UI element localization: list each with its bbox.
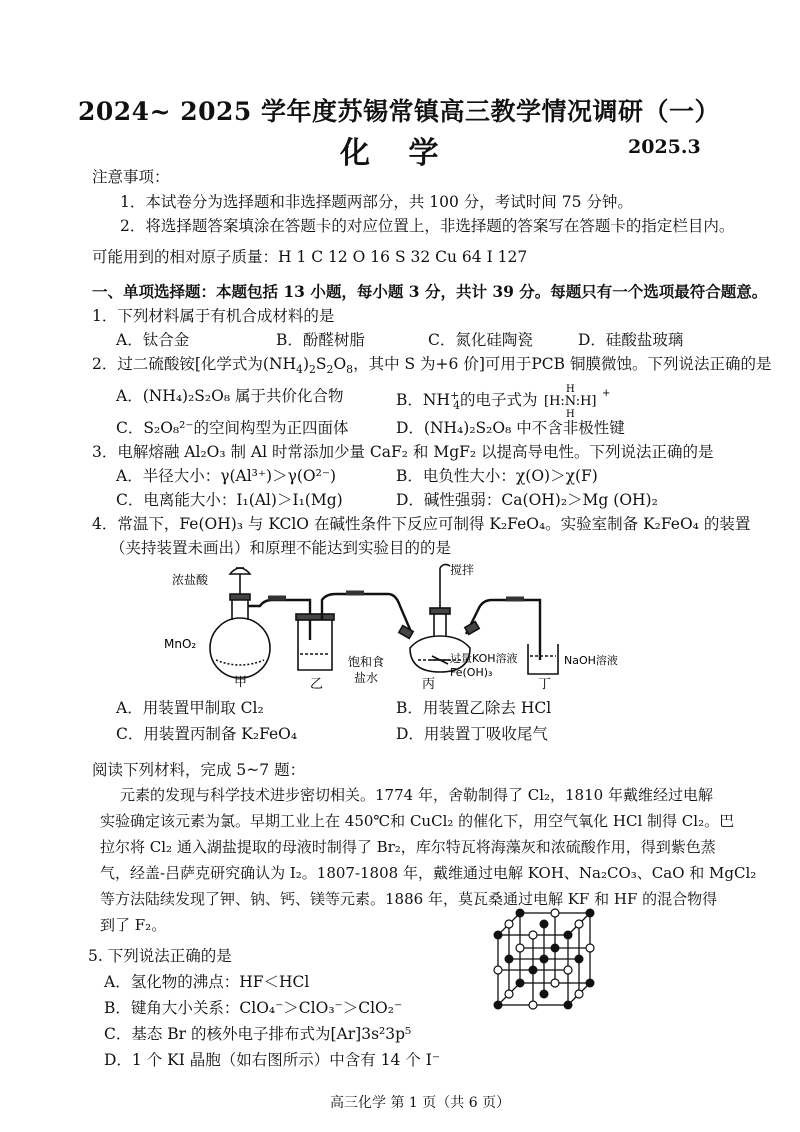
q3-option-c: C．电离能大小：I₁(Al)＞I₁(Mg) — [116, 491, 343, 509]
label-naoh: NaOH溶液 — [564, 654, 618, 667]
q4-option-b: B．用装置乙除去 HCl — [396, 699, 552, 717]
q5-stem: 5. 下列说法正确的是 — [88, 947, 232, 965]
label-bing: 丙 — [422, 677, 436, 690]
label-feoh: Fe(OH)₃ — [450, 666, 493, 679]
q2-option-b: B．$NH^+_4$的电子式为 [H:N:H] H H + — [396, 384, 611, 418]
label-brine-1: 饱和食 — [348, 655, 385, 669]
svg-text:H: H — [566, 384, 576, 395]
page-footer: 高三化学 第 1 页（共 6 页） — [330, 1095, 511, 1111]
q4-option-a: A．用装置甲制取 Cl₂ — [116, 699, 264, 717]
q1-option-a: A．钛合金 — [116, 331, 190, 349]
svg-text:+: + — [602, 388, 611, 399]
reading-line-1: 元素的发现与科学技术进步密切相关。1774 年，舍勒制得了 Cl₂，1810 年戴维经过电解 — [120, 786, 713, 804]
reading-line-3: 拉尔将 Cl₂ 通入湖盐提取的母液时制得了 Br₂，库尔特瓦将海藻灰和浓硫酸作用，得到紫色蒸 — [100, 838, 716, 856]
ammonium-electron-formula — [542, 384, 612, 418]
notice-item-2: 2．将选择题答案填涂在答题卡的对应位置上，非选择题的答案写在答题卡的指定栏目内。 — [120, 217, 735, 235]
label-hcl: 浓盐酸 — [172, 573, 209, 587]
reading-line-4: 气，经盖-吕萨克研究确认为 I₂。1807-1808 年，戴维通过电解 KOH、Na₂CO₃、CaO 和 MgCl₂ — [100, 864, 757, 882]
label-ding: 丁 — [538, 677, 552, 690]
flask-jia — [210, 618, 270, 678]
label-stir: 搅拌 — [450, 563, 475, 577]
section-1-heading: 一、单项选择题：本题包括 13 小题，每小题 3 分，共计 39 分。每题只有一个选项最符合题意。 — [92, 282, 768, 301]
svg-text:[H:N:H]: [H:N:H] — [544, 394, 597, 409]
notice-item-1: 1．本试卷分为选择题和非选择题两部分，共 100 分，考试时间 75 分钟。 — [120, 193, 633, 211]
q5-option-d: D．1 个 KI 晶胞（如右图所示）中含有 14 个 I⁻ — [104, 1051, 441, 1069]
q4-stem-line-1: 4．常温下，Fe(OH)₃ 与 KClO 在碱性条件下反应可制得 K₂FeO₄。实验室制备 K₂FeO₄ 的装置 — [92, 515, 751, 533]
q5-option-c: C．基态 Br 的核外电子排布式为[Ar]3s²3p⁵ — [104, 1025, 412, 1043]
q4-option-c: C．用装置丙制备 K₂FeO₄ — [116, 725, 298, 743]
label-mno2: MnO₂ — [164, 637, 197, 651]
atomic-masses: 可能用到的相对原子质量：H 1 C 12 O 16 S 32 Cu 64 I 127 — [92, 248, 528, 266]
q2-option-c: C．S₂O₈²⁻的空间构型为正四面体 — [116, 419, 349, 437]
q3-option-a: A．半径大小：γ(Al³⁺)＞γ(O²⁻) — [116, 467, 337, 485]
q3-option-b: B．电负性大小：χ(O)＞χ(F) — [396, 467, 598, 485]
q1-option-d: D．硅酸盐玻璃 — [578, 331, 684, 349]
svg-text:H: H — [566, 409, 576, 418]
reading-line-2: 实验确定该元素为氯。早期工业上在 450℃和 CuCl₂ 的催化下，用空气氧化 HCl 制得 Cl₂。巴 — [100, 812, 735, 830]
subject-title: 化 学 — [340, 136, 453, 171]
q4-option-d: D．用装置丁吸收尾气 — [396, 725, 548, 743]
label-brine-2: 盐水 — [354, 671, 379, 685]
ki-unit-cell-diagram — [488, 905, 598, 1015]
q2-stem: 2．过二硫酸铵[化学式为$(NH_4)_2S_2O_8$，其中 S 为+6 价]可用于PCB 铜膜微蚀。下列说法正确的是 — [92, 355, 772, 377]
label-jia: 甲 — [234, 675, 248, 690]
q2-option-d: D．(NH₄)₂S₂O₈ 中不含非极性键 — [396, 419, 625, 437]
label-yi: 乙 — [310, 677, 324, 690]
beaker-ding — [528, 644, 558, 674]
q1-stem: 1．下列材料属于有机合成材料的是 — [92, 307, 335, 325]
exam-title: 2024~ 2025 学年度苏锡常镇高三教学情况调研（一） — [78, 97, 721, 126]
reading-line-5: 等方法陆续发现了钾、钠、钙、镁等元素。1886 年，莫瓦桑通过电解 KF 和 HF 的混合物得 — [100, 890, 718, 908]
notice-heading: 注意事项： — [92, 168, 170, 186]
reading-intro: 阅读下列材料，完成 5~7 题： — [92, 761, 306, 779]
q1-option-b: B．酚醛树脂 — [276, 331, 365, 349]
q3-option-d: D．碱性强弱：Ca(OH)₂＞Mg (OH)₂ — [396, 491, 658, 509]
reading-line-6: 到了 F₂。 — [100, 916, 167, 934]
q3-stem: 3．电解熔融 Al₂O₃ 制 Al 时常添加少量 CaF₂ 和 MgF₂ 以提高导电性。下列说法正确的是 — [92, 443, 714, 461]
q4-stem-line-2: （夹持装置未画出）和原理不能达到实验目的的是 — [110, 539, 452, 557]
q5-option-b: B．键角大小关系：ClO₄⁻＞ClO₃⁻＞ClO₂⁻ — [104, 999, 403, 1017]
q2-option-a: A．(NH₄)₂S₂O₈ 属于共价化合物 — [116, 387, 344, 405]
label-koh: 过量KOH溶液 — [450, 652, 518, 665]
q5-option-a: A．氢化物的沸点：HF＜HCl — [104, 973, 310, 991]
bottle-yi — [298, 618, 332, 670]
exam-date: 2025.3 — [628, 136, 701, 158]
q1-option-c: C．氮化硅陶瓷 — [428, 331, 533, 349]
apparatus-diagram — [160, 560, 630, 690]
